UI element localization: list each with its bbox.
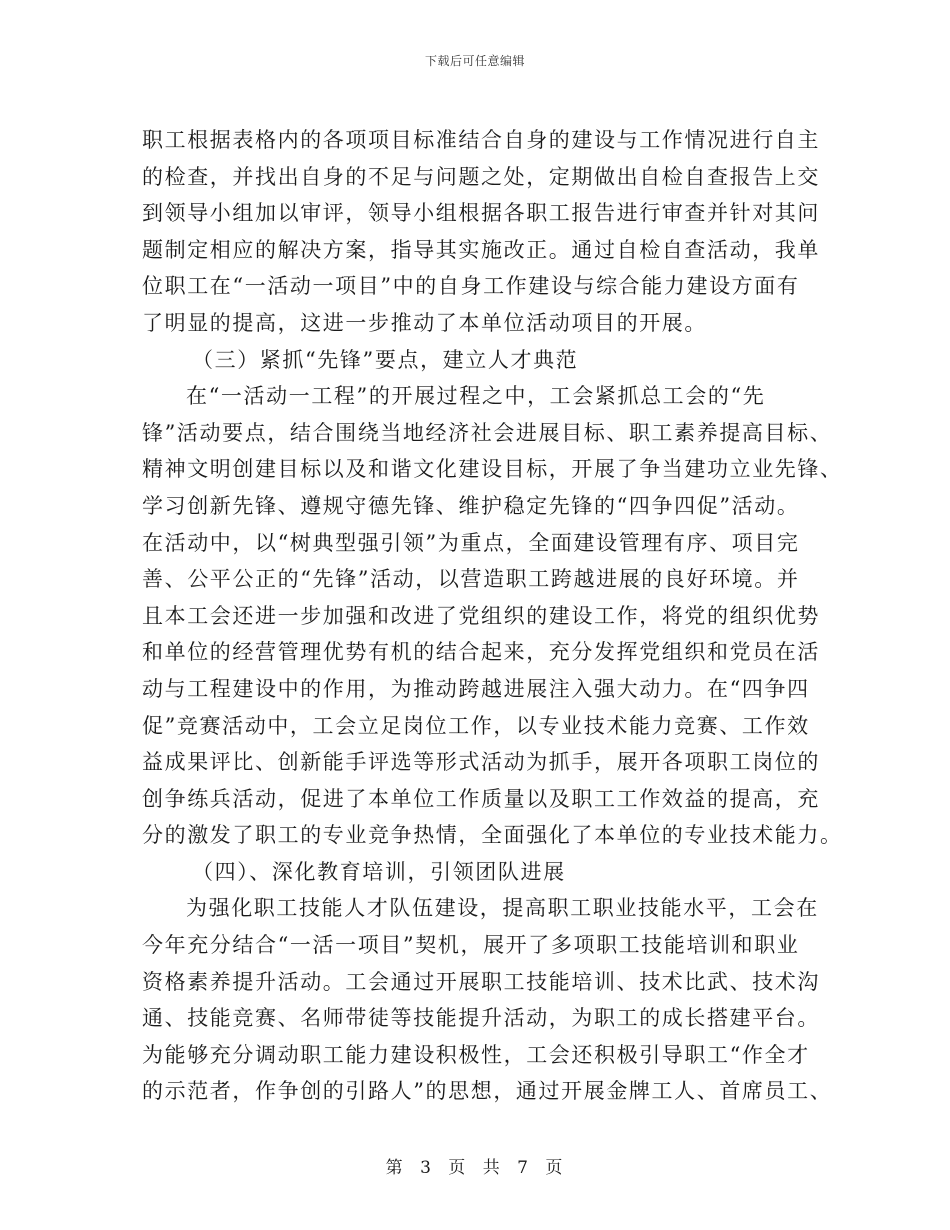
text-line: 在活动中，以“树典型强引领”为重点，全面建设管理有序、项目完 <box>142 530 800 555</box>
text-line: 锋”活动要点，结合围绕当地经济社会进展目标、职工素养提高目标、 <box>142 420 833 445</box>
text-line: 且本工会还进一步加强和改进了党组织的建设工作，将党的组织优势 <box>142 603 820 628</box>
text-line: 促”竞赛活动中，工会立足岗位工作，以专业技术能力竞赛、工作效 <box>142 713 810 738</box>
paragraph-start: 在“一活动一工程”的开展过程之中，工会紧抓总工会的“先 <box>186 384 766 409</box>
text-line: 位职工在“一活动一项目”中的自身工作建设与综合能力建设方面有 <box>142 274 800 299</box>
text-line: 善、公平公正的“先锋”活动，以营造职工跨越进展的良好环境。并 <box>142 567 800 592</box>
text-line: 的检查，并找出自身的不足与问题之处，定期做出自检自查报告上交 <box>142 164 820 189</box>
paragraph-start: 为强化职工技能人才队伍建设，提高职工职业技能水平，工会在 <box>186 896 819 921</box>
text-line: 学习创新先锋、遵规守德先锋、维护稳定先锋的“四争四促”活动。 <box>142 493 800 518</box>
text-line: 为能够充分调动职工能力建设积极性，工会还积极引导职工“作全才 <box>142 1042 810 1067</box>
text-line: 到领导小组加以审评，领导小组根据各职工报告进行审查并针对其问 <box>142 201 820 226</box>
text-line: 今年充分结合“一活一项目”契机，展开了多项职工技能培训和职业 <box>142 933 800 958</box>
text-line: 题制定相应的解决方案，指导其实施改正。通过自检自查活动，我单 <box>142 237 820 262</box>
text-line: 精神文明创建目标以及和谐文化建设目标，开展了争当建功立业先锋、 <box>142 457 843 482</box>
text-line: 的示范者，作争创的引路人”的思想，通过开展金牌工人、首席员工、 <box>142 1079 833 1104</box>
section-heading: （三）紧抓“先锋”要点，建立人才典范 <box>192 347 579 372</box>
text-line: 益成果评比、创新能手评选等形式活动为抓手，展开各项职工岗位的 <box>142 750 820 775</box>
section-heading: （四）、深化教育培训，引领团队进展 <box>192 859 566 884</box>
text-line: 创争练兵活动，促进了本单位工作质量以及职工工作效益的提高，充 <box>142 786 820 811</box>
page-number-footer: 第 3 页 共 7 页 <box>385 1158 565 1178</box>
text-line: 资格素养提升活动。工会通过开展职工技能培训、技术比武、技术沟 <box>142 969 820 994</box>
text-line: 通、技能竞赛、名师带徒等技能提升活动，为职工的成长搭建平台。 <box>142 1006 820 1031</box>
text-line: 分的激发了职工的专业竞争热情，全面强化了本单位的专业技术能力。 <box>142 823 843 848</box>
text-line: 职工根据表格内的各项项目标准结合自身的建设与工作情况进行自主 <box>142 128 820 152</box>
text-line: 动与工程建设中的作用，为推动跨越进展注入强大动力。在“四争四 <box>142 676 810 701</box>
text-line: 了明显的提高，这进一步推动了本单位活动项目的开展。 <box>142 310 707 335</box>
page-header: 下载后可任意编辑 <box>424 54 525 68</box>
document-body <box>142 122 843 1110</box>
text-line: 和单位的经营管理优势有机的结合起来，充分发挥党组织和党员在活 <box>142 640 820 665</box>
